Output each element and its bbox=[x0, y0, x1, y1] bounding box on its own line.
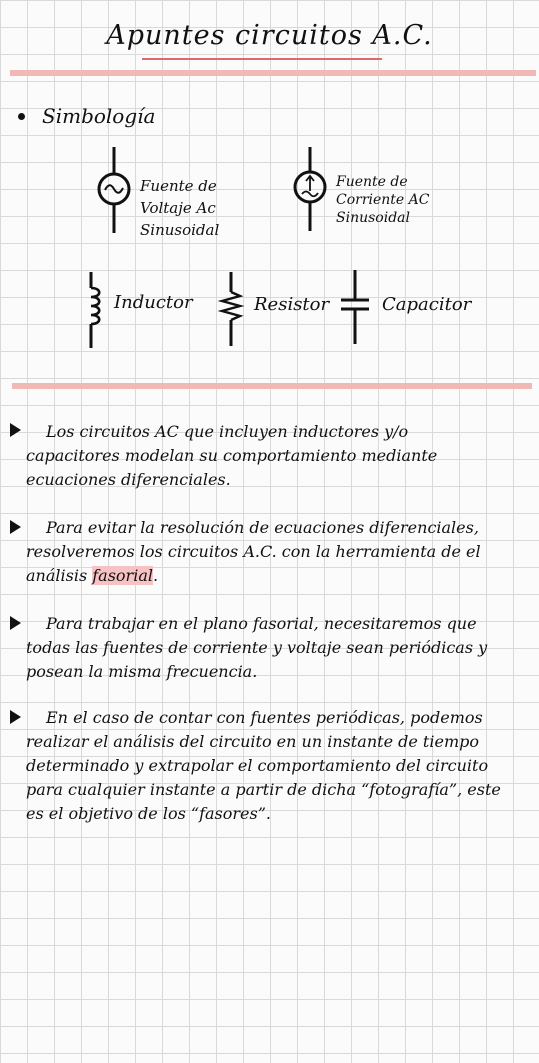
section-heading: Simbología bbox=[42, 104, 156, 128]
page-title: Apuntes circuitos A.C. bbox=[106, 20, 433, 51]
symbol-label-inductor: Inductor bbox=[114, 292, 193, 313]
paragraph-2 bbox=[26, 516, 506, 588]
title-underline bbox=[142, 58, 382, 60]
triangle-bullet-icon bbox=[10, 520, 21, 534]
resistor-icon bbox=[218, 270, 248, 350]
top-divider bbox=[10, 70, 536, 76]
ac-current-source-icon bbox=[286, 145, 334, 235]
capacitor-icon bbox=[338, 268, 372, 348]
triangle-bullet-icon bbox=[10, 616, 21, 630]
paragraph-3: Para trabajar en el plano fasorial, necesitaremos que todas las fuentes de corriente y voltaje sean periódicas y posean la misma frecuencia. bbox=[26, 614, 488, 681]
bullet-dot bbox=[18, 113, 25, 120]
paragraph-2-end: . bbox=[152, 566, 159, 585]
symbol-label-current-source: Fuente de Corriente AC Sinusoidal bbox=[336, 174, 430, 226]
symbol-label-capacitor: Capacitor bbox=[382, 294, 472, 315]
inductor-icon bbox=[78, 270, 108, 350]
symbol-label-voltage-source: Fuente de Voltaje Ac Sinusoidal bbox=[140, 177, 220, 239]
paragraph-1: Los circuitos AC que incluyen inductores y/o capacitores modelan su comportamiento mediante ecuaciones diferenciales. bbox=[26, 422, 438, 489]
ac-voltage-source-icon bbox=[90, 145, 138, 235]
symbol-label-resistor: Resistor bbox=[254, 294, 330, 315]
middle-divider bbox=[12, 383, 532, 389]
paragraph-4: En el caso de contar con fuentes periódicas, podemos realizar el análisis del circuito en un instante de tiempo determinado y extrapolar el comportamiento del circuito para cualquier instante a partir de dicha “fotografía”, este es el objetivo de los “fasores”. bbox=[26, 708, 501, 823]
triangle-bullet-icon bbox=[10, 423, 21, 437]
paragraph-2-text: Para evitar la resolución de ecuaciones diferenciales, resolveremos los circuitos A.C. con la herramienta de el análisis bbox=[26, 518, 481, 585]
highlight-fasorial: fasorial bbox=[92, 566, 153, 585]
triangle-bullet-icon bbox=[10, 710, 21, 724]
